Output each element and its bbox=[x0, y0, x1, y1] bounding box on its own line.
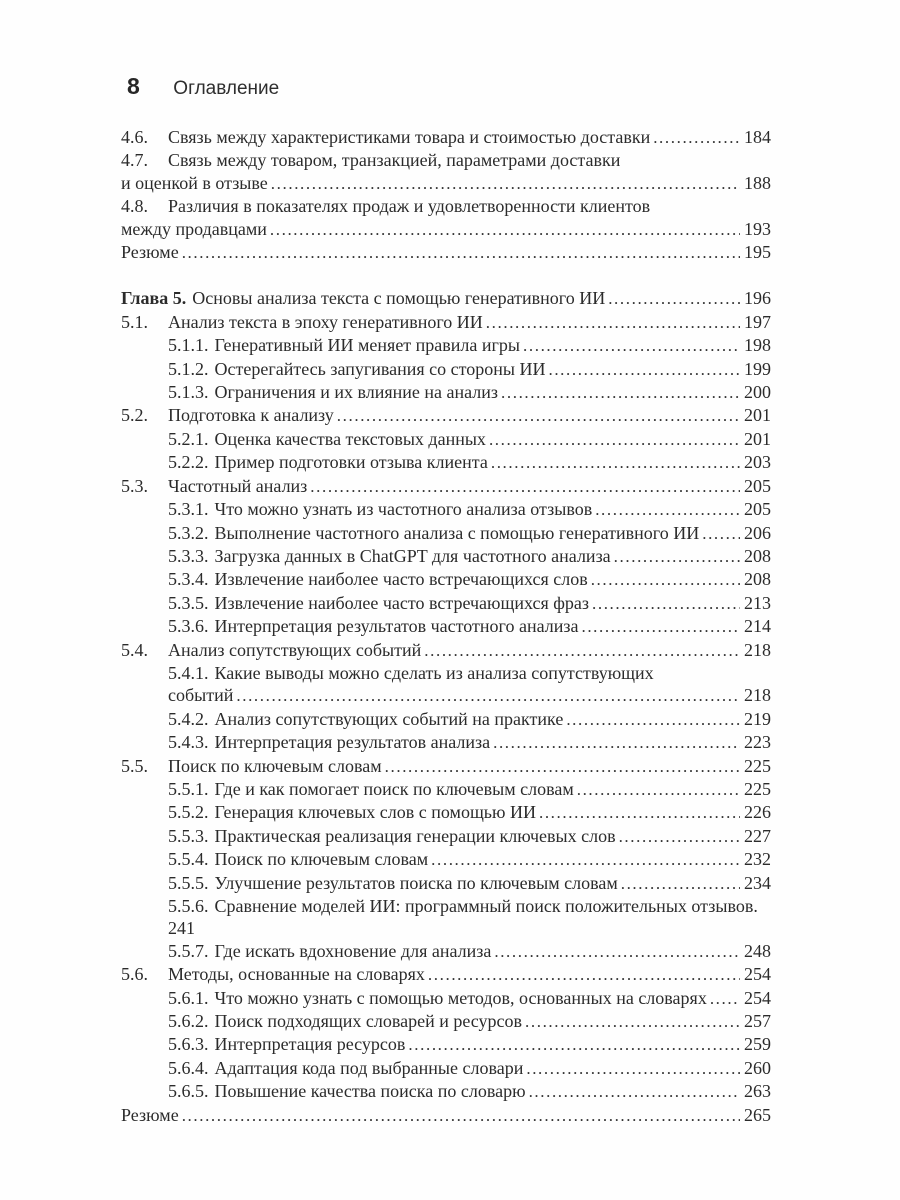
toc-entry-number: 5.2. bbox=[121, 405, 148, 426]
toc-line bbox=[121, 498, 771, 521]
toc-entry-title: Поиск подходящих словарей и ресурсов bbox=[214, 1011, 523, 1032]
dot-leader bbox=[581, 615, 740, 638]
dot-leader bbox=[424, 639, 740, 662]
toc-entry-title: Генерация ключевых слов с помощью ИИ bbox=[214, 802, 536, 823]
toc-line bbox=[121, 1010, 771, 1033]
dot-leader bbox=[489, 428, 740, 451]
toc-line bbox=[121, 708, 771, 731]
dot-leader bbox=[337, 404, 740, 427]
toc-line bbox=[121, 241, 771, 264]
toc-entry-number: 5.4.2. bbox=[168, 708, 209, 729]
toc-line bbox=[121, 615, 771, 638]
toc-entry bbox=[121, 615, 771, 638]
toc-page-number: 225 bbox=[744, 755, 771, 776]
toc-entry-number: 5.3. bbox=[121, 475, 148, 496]
toc-entry-title: Где искать вдохновение для анализа bbox=[214, 940, 492, 961]
toc-entry bbox=[121, 848, 771, 871]
toc-entry-number: 5.6.5. bbox=[168, 1081, 209, 1102]
toc-entry-number: 5.3.2. bbox=[168, 522, 209, 543]
toc-entry-title: 241 bbox=[168, 918, 195, 939]
toc-entry-title: Остерегайтесь запугивания со стороны ИИ bbox=[214, 358, 546, 379]
dot-leader bbox=[408, 1033, 740, 1056]
toc-entry-number: 5.4.1. bbox=[168, 662, 209, 683]
toc-line bbox=[121, 917, 771, 939]
toc-page-number: 205 bbox=[744, 475, 771, 496]
toc-entry bbox=[121, 940, 771, 963]
toc-line bbox=[121, 475, 771, 498]
toc-page-number: 219 bbox=[744, 708, 771, 729]
toc-page-number: 203 bbox=[744, 452, 771, 473]
toc-entry bbox=[121, 241, 771, 264]
toc-entry-number: 5.5.1. bbox=[168, 778, 209, 799]
toc-page-number: 197 bbox=[744, 311, 771, 332]
toc-entry bbox=[121, 451, 771, 474]
toc-entry bbox=[121, 1010, 771, 1033]
dot-leader bbox=[539, 801, 740, 824]
toc-page-number: 208 bbox=[744, 569, 771, 590]
toc-line bbox=[121, 639, 771, 662]
toc-line bbox=[121, 940, 771, 963]
toc-entry-title: Пример подготовки отзыва клиента bbox=[214, 452, 488, 473]
toc-entry bbox=[121, 195, 771, 241]
dot-leader bbox=[182, 1104, 740, 1127]
toc-page-number: 214 bbox=[744, 616, 771, 637]
toc-line bbox=[121, 522, 771, 545]
toc-entry bbox=[121, 708, 771, 731]
toc-entry-title: событий bbox=[168, 685, 234, 706]
toc-line bbox=[121, 287, 771, 310]
toc-entry-title: Поиск по ключевым словам bbox=[168, 755, 382, 776]
toc-entry-title: Анализ сопутствующих событий на практике bbox=[214, 708, 564, 729]
toc-line bbox=[121, 592, 771, 615]
toc-entry-title: Анализ текста в эпоху генеративного ИИ bbox=[168, 311, 483, 332]
dot-leader bbox=[182, 241, 740, 264]
toc-entry bbox=[121, 1057, 771, 1080]
toc-entry bbox=[121, 334, 771, 357]
dot-leader bbox=[271, 172, 740, 195]
toc-entry-title: Извлечение наиболее часто встречающихся фраз bbox=[214, 592, 589, 613]
toc-page-number: 257 bbox=[744, 1011, 771, 1032]
toc-entry bbox=[121, 1033, 771, 1056]
toc-entry bbox=[121, 592, 771, 615]
dot-leader bbox=[501, 381, 740, 404]
toc-line bbox=[121, 172, 771, 195]
toc-line bbox=[121, 987, 771, 1010]
toc-entry bbox=[121, 287, 771, 310]
dot-leader bbox=[548, 358, 740, 381]
running-header-title: Оглавление bbox=[173, 78, 280, 99]
toc-entry-number: 4.8. bbox=[121, 196, 148, 217]
toc-entry-title: Улучшение результатов поиска по ключевым словам bbox=[214, 872, 618, 893]
toc-entry-title: Выполнение частотного анализа с помощью генеративного ИИ bbox=[214, 522, 700, 543]
toc-page-number: 205 bbox=[744, 499, 771, 520]
toc-entry-title: Методы, основанные на словарях bbox=[168, 964, 425, 985]
toc-line bbox=[121, 848, 771, 871]
toc-line bbox=[121, 684, 771, 707]
dot-leader bbox=[591, 568, 740, 591]
toc-page-number: 200 bbox=[744, 382, 771, 403]
toc-entry-title: Интерпретация результатов частотного анализа bbox=[214, 616, 579, 637]
toc-entry-title: между продавцами bbox=[121, 218, 267, 239]
dot-leader bbox=[653, 126, 740, 149]
dot-leader bbox=[592, 592, 740, 615]
toc-entry-title: Связь между товаром, транзакцией, параметрами доставки bbox=[168, 150, 621, 171]
toc-page-number: 259 bbox=[744, 1034, 771, 1055]
dot-leader bbox=[310, 475, 740, 498]
toc-page-number: 193 bbox=[744, 218, 771, 239]
toc-entry-title: Что можно узнать с помощью методов, основанных на словарях bbox=[214, 987, 707, 1008]
toc-entry bbox=[121, 639, 771, 662]
toc-line bbox=[121, 1057, 771, 1080]
toc-page-number: 208 bbox=[744, 545, 771, 566]
toc-line bbox=[121, 428, 771, 451]
toc-entry-number: 5.6.1. bbox=[168, 987, 209, 1008]
toc-entry-number: 5.1. bbox=[121, 311, 148, 332]
dot-leader bbox=[523, 334, 740, 357]
toc-entry bbox=[121, 498, 771, 521]
toc-line bbox=[121, 1033, 771, 1056]
toc-page-number: 265 bbox=[744, 1104, 771, 1125]
toc-line bbox=[121, 568, 771, 591]
toc-line bbox=[121, 801, 771, 824]
running-header bbox=[127, 73, 279, 100]
toc-entry bbox=[121, 1104, 771, 1127]
toc-entry-number: 5.2.2. bbox=[168, 452, 209, 473]
toc-page-number: 188 bbox=[744, 172, 771, 193]
toc-line bbox=[121, 778, 771, 801]
toc-entry-number: 5.5.6. bbox=[168, 896, 209, 916]
toc-entry-title: Различия в показателях продаж и удовлетворенности клиентов bbox=[168, 196, 651, 217]
dot-leader bbox=[236, 684, 740, 707]
dot-leader bbox=[710, 987, 740, 1010]
toc-line bbox=[121, 662, 771, 684]
toc-line bbox=[121, 1080, 771, 1103]
toc-page-number: 218 bbox=[744, 639, 771, 660]
toc-page-number: 206 bbox=[744, 522, 771, 543]
dot-leader bbox=[493, 731, 740, 754]
toc-page-number: 218 bbox=[744, 685, 771, 706]
toc-entry-title: Резюме bbox=[121, 242, 179, 263]
toc-entry-number: 5.5.3. bbox=[168, 825, 209, 846]
toc-entry bbox=[121, 545, 771, 568]
dot-leader bbox=[270, 218, 740, 241]
toc-entry-number: 5.3.1. bbox=[168, 499, 209, 520]
toc-line bbox=[121, 126, 771, 149]
toc-line bbox=[121, 218, 771, 241]
toc-entry-number: 5.5.4. bbox=[168, 849, 209, 870]
dot-leader bbox=[619, 825, 740, 848]
toc-page-number: 196 bbox=[744, 288, 771, 309]
toc-entry bbox=[121, 568, 771, 591]
toc-entry-title: Интерпретация результатов анализа bbox=[214, 732, 491, 753]
toc-entry-title: Какие выводы можно сделать из анализа сопутствующих bbox=[214, 662, 654, 683]
toc-line bbox=[121, 895, 771, 917]
toc-page-number: 254 bbox=[744, 964, 771, 985]
toc-entry-number: 5.1.1. bbox=[168, 335, 209, 356]
toc-entry-title: Поиск по ключевым словам bbox=[214, 849, 429, 870]
dot-leader bbox=[529, 1080, 740, 1103]
toc-entry bbox=[121, 311, 771, 334]
toc-line bbox=[121, 451, 771, 474]
toc-entry-number: 5.4. bbox=[121, 639, 148, 660]
dot-leader bbox=[385, 755, 740, 778]
toc-entry bbox=[121, 801, 771, 824]
toc-entry bbox=[121, 1080, 771, 1103]
toc-entry bbox=[121, 987, 771, 1010]
dot-leader bbox=[577, 778, 740, 801]
dot-leader bbox=[702, 522, 740, 545]
toc-entry-number: 5.6.4. bbox=[168, 1057, 209, 1078]
toc-entry-number: 5.5.2. bbox=[168, 802, 209, 823]
toc-entry bbox=[121, 731, 771, 754]
toc-entry-number: 5.3.6. bbox=[168, 616, 209, 637]
toc-line bbox=[121, 1104, 771, 1127]
toc-entry-number: 5.6.3. bbox=[168, 1034, 209, 1055]
dot-leader bbox=[566, 708, 740, 731]
dot-leader bbox=[608, 287, 740, 310]
toc-page-number: 223 bbox=[744, 732, 771, 753]
toc-entry-number: 5.5.5. bbox=[168, 872, 209, 893]
toc-entry-number: 4.6. bbox=[121, 127, 148, 147]
toc-page-number: 263 bbox=[744, 1081, 771, 1102]
toc-line bbox=[121, 872, 771, 895]
toc-page-number: 201 bbox=[744, 405, 771, 426]
toc-entry bbox=[121, 662, 771, 708]
toc-line bbox=[121, 358, 771, 381]
toc-page-number: 226 bbox=[744, 802, 771, 823]
toc-entry-title: Подготовка к анализу bbox=[168, 405, 334, 426]
toc-entry-number: 5.3.3. bbox=[168, 545, 209, 566]
toc-line bbox=[121, 963, 771, 986]
toc-entry-number: 4.7. bbox=[121, 150, 148, 171]
toc-entry bbox=[121, 755, 771, 778]
toc-line bbox=[121, 404, 771, 427]
toc-entry-title: Что можно узнать из частотного анализа отзывов bbox=[214, 499, 593, 520]
toc-entry-title: Повышение качества поиска по словарю bbox=[214, 1081, 526, 1102]
toc-entry-number: 5.3.4. bbox=[168, 569, 209, 590]
toc-entry bbox=[121, 778, 771, 801]
toc-entry-number: 5.2.1. bbox=[168, 428, 209, 449]
toc-entry-title: Извлечение наиболее часто встречающихся слов bbox=[214, 569, 588, 590]
toc-line bbox=[121, 825, 771, 848]
toc-entry-title: Связь между характеристиками товара и стоимостью доставки bbox=[168, 127, 651, 147]
toc-line bbox=[121, 545, 771, 568]
toc-line bbox=[121, 334, 771, 357]
toc-entry-title: Адаптация кода под выбранные словари bbox=[214, 1057, 524, 1078]
toc-entry-title: Анализ сопутствующих событий bbox=[168, 639, 422, 660]
toc-entry-title: Частотный анализ bbox=[168, 475, 308, 496]
toc-entry bbox=[121, 522, 771, 545]
toc-entry bbox=[121, 475, 771, 498]
toc-page-number: 201 bbox=[744, 428, 771, 449]
dot-leader bbox=[525, 1010, 740, 1033]
toc-line bbox=[121, 149, 771, 171]
toc-entry-number: 5.3.5. bbox=[168, 592, 209, 613]
toc-page-number: 232 bbox=[744, 849, 771, 870]
toc-line bbox=[121, 731, 771, 754]
folio-page-number: 8 bbox=[127, 73, 141, 99]
toc-page-number: 195 bbox=[744, 242, 771, 263]
dot-leader bbox=[431, 848, 740, 871]
toc-page-number: 184 bbox=[744, 127, 771, 147]
toc-entry-title: Оценка качества текстовых данных bbox=[214, 428, 486, 449]
toc-entry bbox=[121, 149, 771, 195]
toc-entry bbox=[121, 895, 771, 940]
toc-entry-title: Ограничения и их влияние на анализ bbox=[214, 382, 499, 403]
toc-entry bbox=[121, 825, 771, 848]
dot-leader bbox=[621, 872, 740, 895]
toc-entry-title: Где и как помогает поиск по ключевым словам bbox=[214, 778, 574, 799]
toc-page-number: 199 bbox=[744, 358, 771, 379]
toc-page-number: 225 bbox=[744, 778, 771, 799]
toc-entry-title: Практическая реализация генерации ключевых слов bbox=[214, 825, 616, 846]
toc-line bbox=[121, 311, 771, 334]
toc-entry-title: Сравнение моделей ИИ: программный поиск положительных отзывов. bbox=[214, 896, 758, 916]
toc-page-number: 227 bbox=[744, 825, 771, 846]
toc-entry bbox=[121, 404, 771, 427]
dot-leader bbox=[486, 311, 740, 334]
toc-entry-number: 5.5. bbox=[121, 755, 148, 776]
toc-entry-number: 5.4.3. bbox=[168, 732, 209, 753]
toc-entry-number: 5.1.3. bbox=[168, 382, 209, 403]
toc-entry-title: Резюме bbox=[121, 1104, 179, 1125]
toc-page-number: 213 bbox=[744, 592, 771, 613]
toc-entry-number: 5.6. bbox=[121, 964, 148, 985]
toc-entry-number: 5.1.2. bbox=[168, 358, 209, 379]
toc-page-number: 234 bbox=[744, 872, 771, 893]
toc-line bbox=[121, 381, 771, 404]
dot-leader bbox=[491, 451, 740, 474]
toc-entry bbox=[121, 358, 771, 381]
dot-leader bbox=[595, 498, 740, 521]
dot-leader bbox=[428, 963, 740, 986]
toc-entry-title: Интерпретация ресурсов bbox=[214, 1034, 406, 1055]
toc-entry-title: и оценкой в отзыве bbox=[121, 172, 268, 193]
toc-entry-title: Основы анализа текста с помощью генеративного ИИ bbox=[192, 288, 606, 309]
dot-leader bbox=[614, 545, 740, 568]
toc-list bbox=[121, 126, 771, 1127]
dot-leader bbox=[494, 940, 740, 963]
toc-page-number: 254 bbox=[744, 987, 771, 1008]
toc-entry-title: Загрузка данных в ChatGPT для частотного анализа bbox=[214, 545, 611, 566]
toc-entry-title: Генеративный ИИ меняет правила игры bbox=[214, 335, 521, 356]
toc-page-number: 248 bbox=[744, 940, 771, 961]
toc-line bbox=[121, 195, 771, 217]
toc-entry bbox=[121, 428, 771, 451]
toc-entry bbox=[121, 381, 771, 404]
toc-entry-number: 5.5.7. bbox=[168, 940, 209, 961]
toc-line bbox=[121, 755, 771, 778]
toc-entry-number: 5.6.2. bbox=[168, 1011, 209, 1032]
dot-leader bbox=[526, 1057, 740, 1080]
toc-page-number: 260 bbox=[744, 1057, 771, 1078]
toc-chapter-number: Глава 5. bbox=[121, 288, 187, 309]
toc-page-number: 198 bbox=[744, 335, 771, 356]
toc-entry bbox=[121, 126, 771, 149]
toc-entry bbox=[121, 963, 771, 986]
toc-entry bbox=[121, 872, 771, 895]
